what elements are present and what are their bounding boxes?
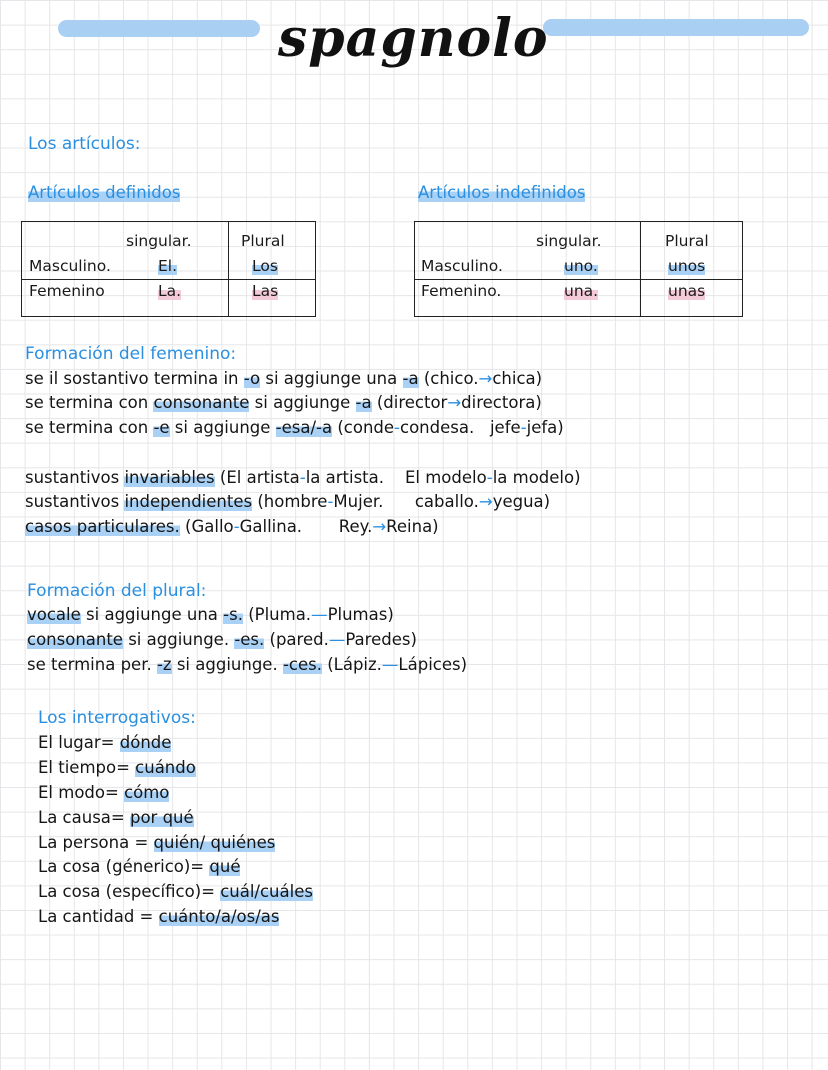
sustantivos-l2-example-a: (hombre [252,492,328,511]
sustantivos-l1-example-a: (El artista [214,468,300,487]
interrogativo-value: quién/ quiénes [153,833,276,852]
plural-l2-example-a: (pared. [264,630,329,649]
indefinidos-col-singular: singular. [536,232,602,250]
interrogativo-label: El tiempo= [38,758,136,777]
definidos-row1-singular-text: El. [158,257,178,275]
femenino-l1-ending: -o [243,369,261,388]
definidos-col-singular: singular. [126,232,192,250]
plural-l1-suffix: -s. [223,605,243,624]
femenino-l3-example-d: jefa) [526,418,564,437]
indefinidos-row1-singular-text: uno. [564,257,598,275]
interrogativo-label: La causa= [38,808,130,827]
femenino-line-1 [25,369,542,388]
interrogativo-item [38,857,240,876]
sustantivos-l3-example-d: Reina) [386,517,439,536]
arrow-icon: → [447,393,462,412]
plural-l2-text: si aggiunge. [122,630,235,649]
plural-l1-example-b: Plumas) [327,605,394,624]
definidos-table-divider [228,221,229,317]
plural-line-2 [27,630,417,649]
sustantivos-line-3 [25,517,439,536]
sustantivos-l3-casos: casos particulares. [25,517,180,536]
indefinidos-row1-plural-text: unos [668,257,706,275]
sustantivos-line-1 [25,468,581,487]
dash-icon: ‑ [233,517,240,536]
femenino-l3-example-a: (conde [332,418,395,437]
indefinidos-table-divider [640,221,641,317]
interrogativo-item [38,733,171,752]
definidos-row1-singular [158,257,177,275]
interrogativo-label: El modo= [38,783,125,802]
indefinidos-row2-plural-text: unas [668,282,706,300]
definidos-row2-plural [252,282,278,300]
articulos-heading: Los artículos: [28,134,141,154]
femenino-l2-suffix: -a [355,393,372,412]
femenino-l1-suffix: -a [402,369,419,388]
interrogativo-value: cuánto/a/os/as [158,907,280,926]
plural-heading: Formación del plural: [27,581,207,601]
interrogativo-value: por qué [129,808,194,827]
plural-l3-text: se termina per. [27,655,157,674]
arrow-icon: → [478,492,493,511]
femenino-l3-suffix: -esa/-a [275,418,333,437]
sustantivos-l2-example-c: caballo. [414,492,479,511]
definidos-table-row-divider [21,279,316,280]
definidos-row2-singular-text: La. [158,282,182,300]
plural-l3-example-a: (Lápiz. [321,655,382,674]
indefinidos-row2-label: Femenino. [421,282,502,300]
sustantivos-l3-example-a: (Gallo [179,517,234,536]
femenino-l1-example-b: chica) [492,369,543,388]
interrogativo-label: El lugar= [38,733,120,752]
dash-icon: — [381,655,399,674]
definidos-title [28,183,180,202]
dash-icon: ‑ [486,468,493,487]
indefinidos-title-text: Artículos indefinidos [418,183,586,202]
plural-l2-consonante: consonante [27,630,123,649]
femenino-l2-text: se termina con [25,393,154,412]
decorative-bar-right [543,19,809,36]
arrow-icon: → [372,517,387,536]
femenino-line-2 [25,393,542,412]
definidos-row1-plural [252,257,278,275]
sustantivos-line-2 [25,492,550,511]
interrogativo-item [38,758,196,777]
femenino-l2-text2: si aggiunge [249,393,356,412]
sustantivos-l2-text: sustantivos [25,492,125,511]
dash-icon: — [311,605,328,624]
plural-l1-text: si aggiunge una [80,605,224,624]
indefinidos-title [418,183,585,202]
femenino-heading: Formación del femenino: [25,344,237,364]
interrogativo-item [38,907,279,926]
sustantivos-l3-example-c: Rey. [338,517,373,536]
femenino-l3-text2: si aggiunge [169,418,276,437]
plural-l1-example-a: (Pluma. [242,605,312,624]
indefinidos-table-row-divider [414,279,743,280]
arrow-icon: → [478,369,493,388]
definidos-row2-label: Femenino [29,282,105,300]
definidos-row1-plural-text: Los [252,257,278,275]
femenino-line-3 [25,418,564,437]
interrogativo-label: La cosa (génerico)= [38,857,210,876]
sustantivos-l1-invariables: invariables [124,468,215,487]
femenino-l3-text: se termina con [25,418,154,437]
plural-l3-suffix: -ces. [282,655,322,674]
interrogativo-value: cómo [124,783,170,802]
indefinidos-col-plural: Plural [665,232,709,250]
interrogativo-value: qué [209,857,241,876]
decorative-bar-left [58,20,260,37]
dash-icon: ‑ [520,418,527,437]
interrogativo-label: La persona = [38,833,154,852]
definidos-row2-plural-text: Las [252,282,279,300]
plural-l1-vocale: vocale [27,605,81,624]
indefinidos-row1-label: Masculino. [421,257,503,275]
interrogativo-label: La cantidad = [38,907,159,926]
femenino-l1-text: se il sostantivo termina in [25,369,244,388]
femenino-l1-example-a: (chico. [418,369,479,388]
dash-icon: ‑ [394,418,401,437]
indefinidos-row1-plural [668,257,705,275]
femenino-l2-consonante: consonante [153,393,250,412]
sustantivos-l1-example-b: la artista. [305,468,384,487]
interrogativo-label: La cosa (específico)= [38,882,221,901]
plural-l2-suffix: -es. [234,630,265,649]
dash-icon: ‑ [327,492,334,511]
definidos-col-plural: Plural [241,232,285,250]
interrogativo-item [38,882,313,901]
definidos-title-text: Artículos definidos [28,183,181,202]
femenino-l3-example-c: jefe [489,418,521,437]
femenino-l3-ending: -e [153,418,170,437]
interrogativo-value: dónde [119,733,172,752]
definidos-row1-label: Masculino. [29,257,111,275]
indefinidos-row2-singular [564,282,598,300]
sustantivos-l1-example-d: la modelo) [492,468,581,487]
definidos-row2-singular [158,282,181,300]
plural-l3-example-b: Lápices) [398,655,468,674]
sustantivos-l1-example-c: El modelo [404,468,487,487]
plural-line-1 [27,605,394,624]
interrogativo-item [38,808,194,827]
plural-line-3 [27,655,467,674]
femenino-l2-example-b: directora) [461,393,542,412]
sustantivos-l2-example-d: yegua) [492,492,551,511]
interrogativo-value: cuál/cuáles [220,882,313,901]
sustantivos-l2-independientes: independientes [124,492,253,511]
interrogativos-heading: Los interrogativos: [38,708,196,728]
indefinidos-row1-singular [564,257,598,275]
page-title: spagnolo [278,8,549,69]
indefinidos-row2-plural [668,282,705,300]
sustantivos-l2-example-b: Mujer. [333,492,384,511]
interrogativo-value: cuándo [135,758,196,777]
sustantivos-l3-example-b: Gallina. [239,517,303,536]
femenino-l3-example-b: condesa. [400,418,475,437]
dash-icon: ‑ [299,468,306,487]
sustantivos-l1-text: sustantivos [25,468,125,487]
plural-l3-text2: si aggiunge. [171,655,283,674]
femenino-l2-example-a: (director [371,393,448,412]
femenino-l1-text2: si aggiunge una [260,369,403,388]
plural-l2-example-b: Paredes) [345,630,417,649]
indefinidos-row2-singular-text: una. [564,282,599,300]
interrogativo-item [38,783,169,802]
plural-l3-ending: -z [156,655,172,674]
dash-icon: — [328,630,346,649]
interrogativo-item [38,833,275,852]
